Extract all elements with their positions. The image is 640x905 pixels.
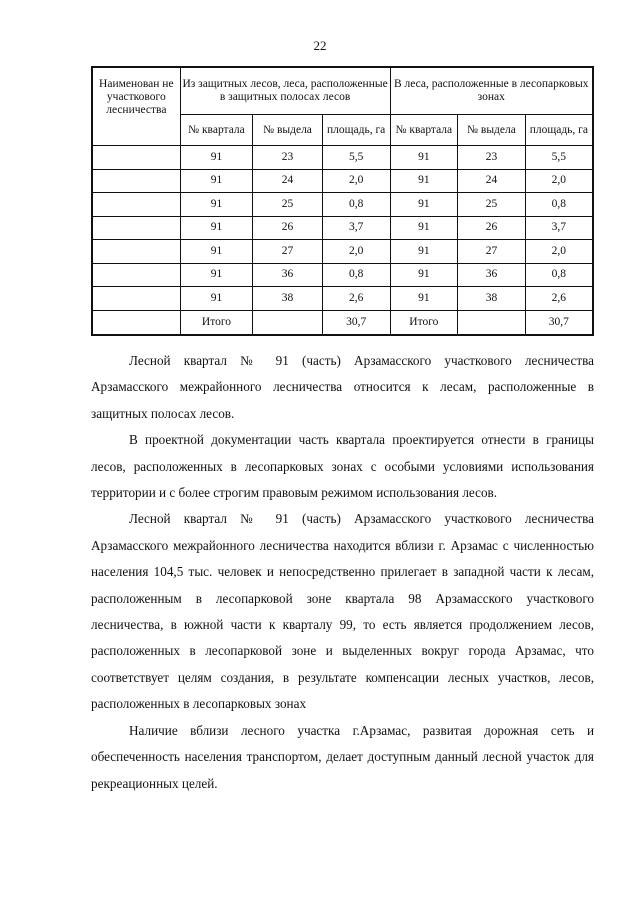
table-cell: 25 — [458, 193, 526, 217]
table-cell: 91 — [180, 193, 253, 217]
empty-cell — [253, 310, 323, 335]
paragraph-4: Наличие вблизи лесного участка г.Арзамас, развитая дорожная сеть и обеспеченность населения транспортом, делает доступным данный лесной участок для рекреационных целей. — [91, 722, 594, 791]
total-row — [92, 310, 593, 335]
table-cell: 26 — [253, 216, 323, 240]
table-cell: 3,7 — [525, 216, 593, 240]
table-row — [92, 169, 593, 193]
table-cell: 36 — [458, 263, 526, 287]
table-cell: 91 — [180, 263, 253, 287]
table-cell: 91 — [180, 169, 253, 193]
subheader-quarter-1: № квартала — [180, 115, 253, 146]
paragraph-3: Лесной квартал № 91 (часть) Арзамасского участкового лесничества Арзамасского межрайонного лесничества находится вблизи г. Арзамас с численностью населения 104,5 тыс. человек и непосредственно прилегает в западной части к лесам, расположенным в лесопарковой зоне квартала 98 Арзамасского участкового лесничества, в южной части к кварталу 99, то есть является продолжением лесов, расположенных в лесопарковой зоне и выделенных вокруг города Арзамас, что соответствует целям создания, в результате компенсации лесных участков, лесов, расположенных в лесопарковых зонах — [91, 511, 594, 712]
table-cell: 91 — [390, 263, 458, 287]
table-cell: 91 — [390, 216, 458, 240]
table-row — [92, 216, 593, 240]
subheader-plot-1: № выдела — [253, 115, 323, 146]
table-cell: 91 — [390, 240, 458, 264]
table-cell: 91 — [390, 146, 458, 170]
table-cell: 0,8 — [525, 263, 593, 287]
table-cell: 91 — [180, 216, 253, 240]
table-cell: 24 — [253, 169, 323, 193]
name-cell — [92, 216, 180, 240]
table-cell: 0,8 — [525, 193, 593, 217]
table-cell: 5,5 — [525, 146, 593, 170]
table-cell: 2,6 — [322, 287, 390, 311]
table-cell: 91 — [390, 169, 458, 193]
name-cell — [92, 169, 180, 193]
table-cell: 91 — [180, 240, 253, 264]
table-cell: 2,0 — [525, 169, 593, 193]
name-cell — [92, 263, 180, 287]
table-cell: 0,8 — [322, 193, 390, 217]
name-cell — [92, 193, 180, 217]
subheader-area-2: площадь, га — [525, 115, 593, 146]
table-row — [92, 146, 593, 170]
empty-cell — [458, 310, 526, 335]
table-cell: 91 — [180, 146, 253, 170]
table-cell: 36 — [253, 263, 323, 287]
subheader-quarter-2: № квартала — [390, 115, 458, 146]
table-cell: 27 — [253, 240, 323, 264]
total-label-2: Итого — [390, 310, 458, 335]
table-cell: 2,0 — [322, 169, 390, 193]
table-cell: 2,0 — [322, 240, 390, 264]
total-label-1: Итого — [180, 310, 253, 335]
table-cell: 23 — [458, 146, 526, 170]
table-row — [92, 287, 593, 311]
header-forest-park-zones: В леса, расположенные в лесопарковых зонах — [390, 67, 593, 115]
table-row — [92, 240, 593, 264]
table-row — [92, 193, 593, 217]
forest-table — [91, 66, 594, 336]
table-cell: 2,0 — [525, 240, 593, 264]
table-cell: 91 — [390, 287, 458, 311]
table-cell: 38 — [458, 287, 526, 311]
body-text — [91, 348, 594, 797]
total-value-1: 30,7 — [322, 310, 390, 335]
page-number: 22 — [313, 38, 327, 53]
table-cell: 91 — [180, 287, 253, 311]
subheader-area-1: площадь, га — [322, 115, 390, 146]
name-cell — [92, 287, 180, 311]
table-cell: 24 — [458, 169, 526, 193]
header-forestry-name: Наименован не участкового лесничества — [92, 67, 180, 146]
table-cell: 38 — [253, 287, 323, 311]
header-protective-forests: Из защитных лесов, леса, расположенные в защитных полосах лесов — [180, 67, 390, 115]
table-cell: 26 — [458, 216, 526, 240]
table-cell: 3,7 — [322, 216, 390, 240]
subheader-plot-2: № выдела — [458, 115, 526, 146]
paragraph-1: Лесной квартал № 91 (часть) Арзамасского участкового лесничества Арзамасского межрайонного лесничества относится к лесам, расположенные в защитных полосах лесов. — [91, 353, 594, 421]
name-cell — [92, 240, 180, 264]
table-cell: 23 — [253, 146, 323, 170]
table-cell: 0,8 — [322, 263, 390, 287]
table-cell: 5,5 — [322, 146, 390, 170]
table-row — [92, 263, 593, 287]
table-cell: 91 — [390, 193, 458, 217]
total-value-2: 30,7 — [525, 310, 593, 335]
table-cell: 27 — [458, 240, 526, 264]
table-cell: 2,6 — [525, 287, 593, 311]
name-cell — [92, 146, 180, 170]
name-cell — [92, 310, 180, 335]
paragraph-2: В проектной документации часть квартала проектируется отнести в границы лесов, расположенных в лесопарковых зонах с особыми условиями использования территории и с более строгим правовым режимом использования лесов. — [91, 432, 594, 501]
table-cell: 25 — [253, 193, 323, 217]
